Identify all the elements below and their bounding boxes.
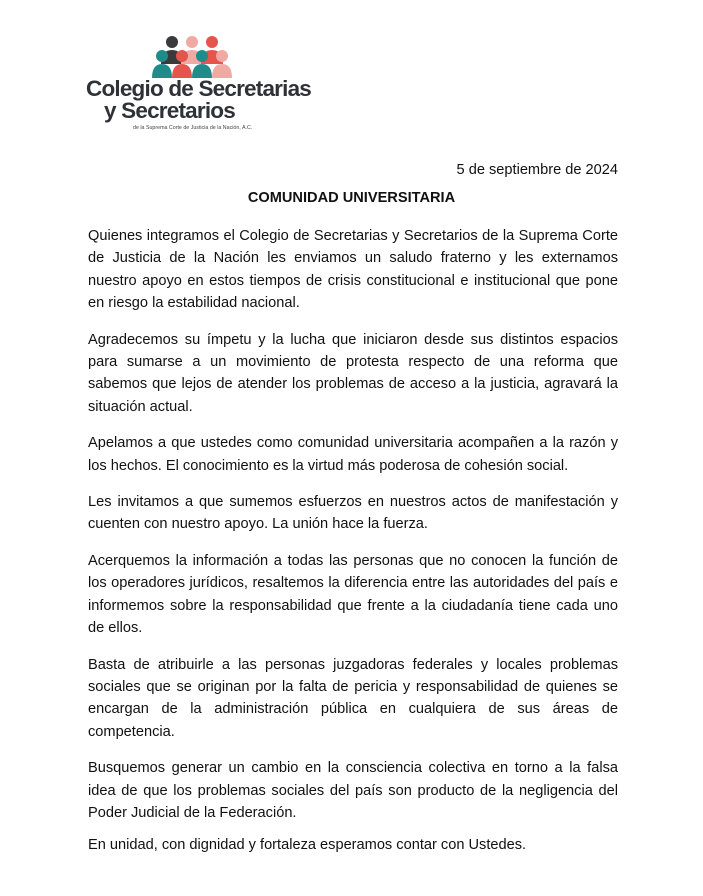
letter-closing: En unidad, con dignidad y fortaleza esperamos contar con Ustedes. <box>88 837 527 853</box>
paragraph-1: Quienes integramos el Colegio de Secretarias y Secretarios de la Suprema Corte de Justicia de la Nación les enviamos un saludo fraterno y les externamos nuestro apoyo en estos tiempos de crisis constitucional e institucional que pone en riesgo la estabilidad nacional. <box>88 228 618 312</box>
paragraph-5: Acerquemos la información a todas las personas que no conocen la función de los operadores jurídicos, resaltemos la diferencia entre las autoridades del país e informemos sobre la responsabilidad que frente a la ciudadanía tiene cada uno de ellos. <box>88 552 618 637</box>
paragraph-7: Busquemos generar un cambio en la consciencia colectiva en torno a la falsa idea de que los problemas sociales del país son producto de la negligencia del Poder Judicial de la Federación. <box>88 760 618 821</box>
logo-subtitle: de la Suprema Corte de Justicia de la Nación, A.C. <box>133 125 253 131</box>
letter-date: 5 de septiembre de 2024 <box>456 162 618 178</box>
organization-logo <box>86 34 312 134</box>
logo-title-line2: y Secretarios <box>104 98 235 123</box>
paragraph-4: Les invitamos a que sumemos esfuerzos en nuestros actos de manifestación y cuenten con nuestro apoyo. La unión hace la fuerza. <box>88 494 618 533</box>
people-group-icon <box>152 34 232 80</box>
paragraph-3: Apelamos a que ustedes como comunidad universitaria acompañen a la razón y los hechos. El conocimiento es la virtud más poderosa de cohesión social. <box>88 435 618 474</box>
letter-heading: COMUNIDAD UNIVERSITARIA <box>247 190 456 206</box>
paragraph-6: Basta de atribuirle a las personas juzgadoras federales y locales problemas sociales que se originan por la falta de pericia y responsabilidad de quienes se encargan de la administración pública en cualquiera de sus áreas de competencia. <box>88 656 618 740</box>
paragraph-2: Agradecemos su ímpetu y la lucha que iniciaron desde sus distintos espacios para sumarse a un movimiento de protesta respecto de una reforma que sabemos que lejos de atender los problemas de acceso a la justicia, agravará la situación actual. <box>88 331 618 415</box>
logo-title-line1: Colegio de Secretarias <box>86 76 312 101</box>
letter-body <box>88 225 618 838</box>
